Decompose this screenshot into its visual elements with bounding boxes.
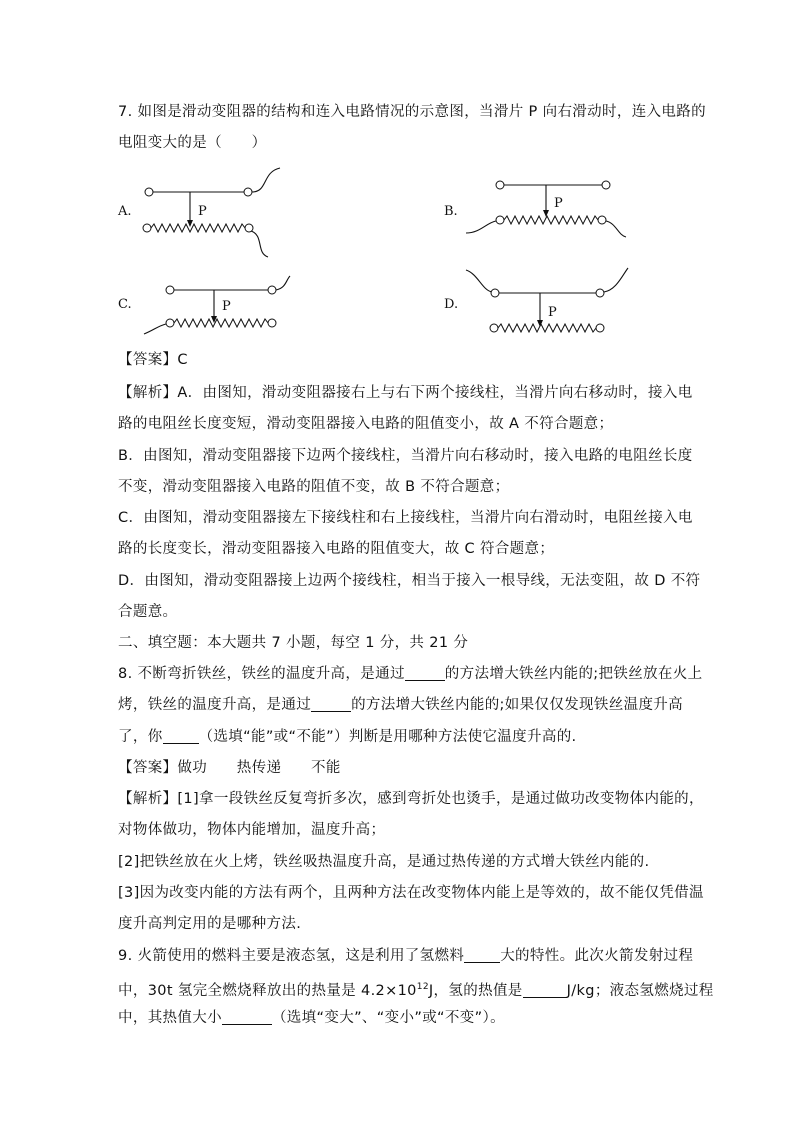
- section-heading: 二、填空题：本大题共 7 小题，每空 1 分，共 21 分: [118, 635, 469, 651]
- answer-blank[interactable]: [163, 729, 199, 744]
- q7-analysis-line: B．由图知，滑动变阻器接下边两个接线柱，当滑片向右移动时，接入电路的电阻丝长度: [118, 448, 693, 464]
- q8-text: （选填“能”或“不能”）判断是用哪种方法使它温度升高的.: [198, 729, 577, 745]
- slider-p-label: P: [222, 299, 231, 314]
- q7-analysis-line: 路的长度变长，滑动变阻器接入电路的阻值变大，故 C 符合题意；: [118, 541, 555, 557]
- q9-stem-line-3: [118, 1008, 505, 1028]
- q8-analysis-line: 对物体做功，物体内能增加，温度升高；: [118, 822, 386, 838]
- q7-analysis-line: 【解析】A．由图知，滑动变阻器接右上与右下两个接线柱，当滑片向右移动时，接入电: [118, 385, 693, 401]
- q7-answer: 【答案】C: [118, 352, 188, 368]
- q8-text: 的方法增大铁丝内能的;如果仅仅发现铁丝温度升高: [351, 697, 683, 713]
- q8-analysis-line: 度升高判定用的是哪种方法.: [118, 916, 302, 932]
- q8-analysis-line: [2]把铁丝放在火上烤，铁丝吸热温度升高，是通过热传递的方式增大铁丝内能的.: [118, 854, 650, 870]
- answer-blank[interactable]: [523, 983, 567, 998]
- q9-text: 中，30t 氢完全燃烧释放出的热量是 4.2×10: [118, 982, 417, 999]
- q8-text: 的方法增大铁丝内能的;把铁丝放在火上: [444, 666, 703, 682]
- answer-blank[interactable]: [405, 666, 445, 681]
- figure-option-b: [460, 175, 630, 250]
- option-d-label: D.: [444, 297, 459, 312]
- q7-analysis-line: 路的电阻丝长度变短，滑动变阻器接入电路的阻值变小，故 A 不符合题意；: [118, 416, 614, 432]
- q7-stem-line-1: 7. 如图是滑动变阻器的结构和连入电路情况的示意图，当滑片 P 向右滑动时，连入电路的: [118, 104, 706, 120]
- figure-option-a: [140, 165, 290, 265]
- q9-text: 9. 火箭使用的燃料主要是液态氢，这是利用了氢燃料: [118, 948, 465, 964]
- figure-option-c: [140, 280, 310, 340]
- option-a-label: A.: [118, 204, 132, 219]
- q9-stem-line-2: [118, 977, 714, 1001]
- answer-blank[interactable]: [222, 1010, 272, 1025]
- q7-analysis-line: D．由图知，滑动变阻器接上边两个接线柱，相当于接入一根导线，无法变阻，故 D 不符: [118, 573, 701, 589]
- slider-p-label: P: [198, 204, 207, 219]
- option-b-label: B.: [444, 204, 458, 219]
- q8-analysis-line: 【解析】[1]拿一段铁丝反复弯折多次，感到弯折处也烫手，是通过做功改变物体内能的，: [118, 791, 704, 807]
- q8-answer: 【答案】做功 热传递 不能: [118, 760, 341, 776]
- slider-p-label: P: [554, 196, 563, 211]
- answer-blank[interactable]: [311, 697, 351, 712]
- q9-text: 大的特性。此次火箭发射过程: [500, 948, 694, 964]
- q8-text: 了，你: [118, 729, 163, 745]
- q8-stem-line-3: [118, 727, 577, 747]
- figure-option-d: [462, 268, 632, 338]
- q8-stem-line-2: [118, 695, 683, 715]
- q9-text: （选填“变大”、“变小”或“不变”）。: [271, 1010, 505, 1026]
- answer-blank[interactable]: [464, 948, 500, 963]
- q8-analysis-line: [3]因为改变内能的方法有两个，且两种方法在改变物体内能上是等效的，故不能仅凭借温: [118, 885, 704, 901]
- exponent: 12: [416, 982, 429, 992]
- slider-p-label: P: [548, 305, 557, 320]
- q8-text: 烤，铁丝的温度升高，是通过: [118, 697, 312, 713]
- q9-text: J，氢的热值是: [428, 982, 523, 999]
- q7-stem-line-2: 电阻变大的是（ ）: [118, 135, 267, 151]
- option-c-label: C.: [118, 297, 132, 312]
- q7-analysis-line: C．由图知，滑动变阻器接左下接线柱和右上接线柱，当滑片向右滑动时，电阻丝接入电: [118, 510, 693, 526]
- q7-analysis-line: 合题意。: [118, 604, 178, 620]
- q9-text: J/kg；液态氢燃烧过程: [566, 982, 714, 999]
- q7-analysis-line: 不变，滑动变阻器接入电路的阻值不变，故 B 不符合题意；: [118, 479, 510, 495]
- q8-stem-line-1: [118, 664, 702, 684]
- q9-stem-line-1: [118, 946, 693, 966]
- q9-text: 中，其热值大小: [118, 1010, 222, 1026]
- q8-text: 8. 不断弯折铁丝，铁丝的温度升高，是通过: [118, 666, 405, 682]
